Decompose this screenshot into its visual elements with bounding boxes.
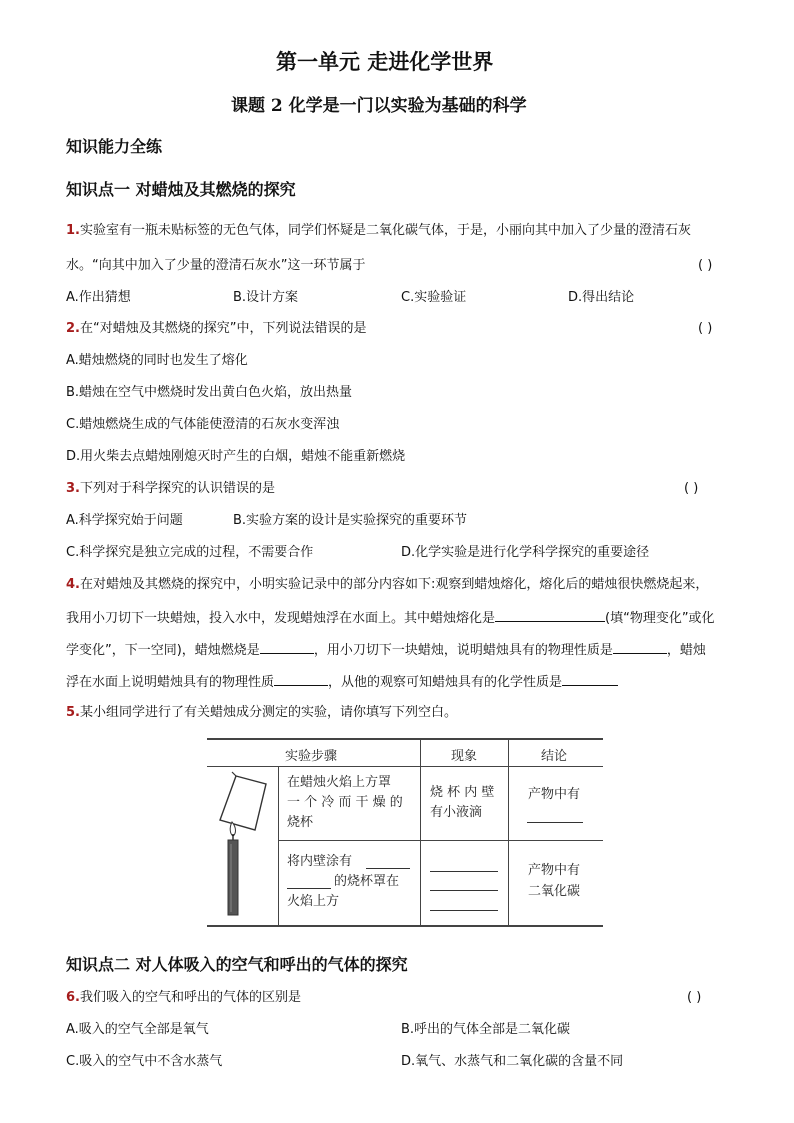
fill-blank[interactable] — [495, 609, 605, 622]
question-2-option-d[interactable]: D.用火柴去点蜡烛刚熄灭时产生的白烟，蜡烛不能重新燃烧 — [66, 449, 406, 464]
lesson-title: 课题 2 化学是一门以实验为基础的科学 — [231, 96, 527, 116]
fill-blank[interactable] — [527, 822, 583, 823]
conclusion-1: 产物中有 — [528, 787, 581, 802]
fill-blank[interactable] — [613, 641, 667, 654]
table-header-step: 实验步骤 — [285, 749, 338, 764]
table-border-row — [278, 840, 603, 841]
question-4-text: 我用小刀切下一块蜡烛，投入水中，发现蜡烛浮在水面上。其中蜡烛熔化是 — [66, 611, 496, 626]
question-1-option-a[interactable]: A.作出猜想 — [66, 290, 131, 305]
question-1-number: 1. — [66, 223, 80, 238]
knowledge-point-1: 知识点一 对蜡烛及其燃烧的探究 — [66, 180, 296, 199]
question-4-text: 学变化”，下一空同)，蜡烛燃烧是 — [66, 643, 260, 658]
question-4-text: 在对蜡烛及其燃烧的探究中，小明实验记录中的部分内容如下:观察到蜡烛熔化，熔化后的蜡烛很快燃烧起来， — [79, 577, 709, 592]
question-4-text: ，用小刀切下一块蜡烛，说明蜡烛具有的物理性质是 — [313, 643, 613, 658]
question-2-text: 在“对蜡烛及其燃烧的探究”中，下列说法错误的是 — [79, 321, 367, 336]
table-divider — [420, 738, 421, 925]
question-4-text: ，蜡烛 — [666, 643, 706, 658]
table-divider — [278, 766, 279, 925]
step-2-line-3: 火焰上方 — [287, 894, 340, 909]
fill-blank[interactable] — [430, 871, 498, 872]
candle-icon — [228, 822, 238, 915]
step-1-line-2: 一 个 冷 而 干 燥 的 — [287, 795, 403, 810]
question-3-text: 下列对于科学探究的认识错误的是 — [79, 481, 275, 496]
question-2-option-c[interactable]: C.蜡烛燃烧生成的气体能使澄清的石灰水变浑浊 — [66, 417, 340, 432]
table-border-top — [207, 738, 603, 740]
question-3-option-b[interactable]: B.实验方案的设计是实验探究的重要环节 — [233, 513, 468, 528]
fill-blank[interactable] — [430, 890, 498, 891]
question-5-text: 某小组同学进行了有关蜡烛成分测定的实验，请你填写下列空白。 — [79, 705, 457, 720]
question-6-option-b[interactable]: B.呼出的气体全部是二氧化碳 — [401, 1022, 571, 1037]
question-6-text: 我们吸入的空气和呼出的气体的区别是 — [79, 990, 301, 1005]
step-1-line-3: 烧杯 — [287, 815, 314, 830]
table-divider — [508, 738, 509, 925]
question-4-line-1 — [66, 577, 708, 593]
question-4-text: ，从他的观察可知蜡烛具有的化学性质是 — [328, 675, 563, 690]
fill-blank[interactable] — [430, 910, 498, 911]
question-6-option-d[interactable]: D.氧气、水蒸气和二氧化碳的含量不同 — [401, 1054, 624, 1069]
section-heading: 知识能力全练 — [66, 137, 163, 156]
question-1-option-b[interactable]: B.设计方案 — [233, 290, 299, 305]
inverted-beaker-icon — [220, 772, 266, 830]
question-4-number: 4. — [66, 577, 80, 592]
fill-blank[interactable] — [562, 673, 618, 686]
question-5-stem — [66, 705, 457, 721]
question-2-option-b[interactable]: B.蜡烛在空气中燃烧时发出黄白色火焰，放出热量 — [66, 385, 353, 400]
step-2-line-2: 的烧杯罩在 — [334, 874, 400, 889]
fill-blank[interactable] — [274, 673, 328, 686]
table-border-header — [207, 766, 603, 767]
question-1-line-2: 水。“向其中加入了少量的澄清石灰水”这一环节属于 — [66, 258, 366, 273]
question-4-line-3 — [66, 641, 706, 659]
table-header-conclusion: 结论 — [541, 749, 568, 764]
question-4-line-4 — [66, 673, 618, 691]
question-4-text: 浮在水面上说明蜡烛具有的物理性质 — [66, 675, 275, 690]
unit-title: 第一单元 走进化学世界 — [276, 49, 494, 74]
question-3-number: 3. — [66, 481, 80, 496]
question-2-option-a[interactable]: A.蜡烛燃烧的同时也发生了熔化 — [66, 353, 248, 368]
table-border-bottom — [207, 925, 603, 927]
question-6-stem — [66, 990, 301, 1006]
answer-bracket[interactable]: ( ) — [698, 258, 713, 273]
fill-blank[interactable] — [287, 888, 331, 889]
phenomenon-1-line-2: 有小液滴 — [430, 805, 483, 820]
question-2-stem — [66, 321, 366, 337]
question-1-option-d[interactable]: D.得出结论 — [568, 290, 635, 305]
answer-bracket[interactable]: ( ) — [698, 321, 713, 336]
question-3-option-a[interactable]: A.科学探究始于问题 — [66, 513, 183, 528]
step-2-line-1 — [287, 852, 352, 871]
step-2-text: 将内壁涂有 — [287, 854, 353, 869]
question-6-option-c[interactable]: C.吸入的空气中不含水蒸气 — [66, 1054, 223, 1069]
answer-bracket[interactable]: ( ) — [687, 990, 702, 1005]
question-3-stem — [66, 481, 275, 497]
question-4-text: (填“物理变化”或化 — [605, 611, 715, 626]
question-3-option-c[interactable]: C.科学探究是独立完成的过程，不需要合作 — [66, 545, 314, 560]
question-2-number: 2. — [66, 321, 80, 336]
conclusion-2-line-1: 产物中有 — [528, 863, 581, 878]
question-6-option-a[interactable]: A.吸入的空气全部是氧气 — [66, 1022, 209, 1037]
conclusion-2-line-2: 二氧化碳 — [528, 884, 581, 899]
candle-beaker-illustration — [208, 768, 278, 923]
question-3-option-d[interactable]: D.化学实验是进行化学科学探究的重要途径 — [401, 545, 650, 560]
question-5-number: 5. — [66, 705, 80, 720]
answer-bracket[interactable]: ( ) — [684, 481, 699, 496]
question-6-number: 6. — [66, 990, 80, 1005]
table-header-phenomenon: 现象 — [451, 749, 478, 764]
question-1-option-c[interactable]: C.实验验证 — [401, 290, 467, 305]
fill-blank[interactable] — [366, 868, 410, 869]
fill-blank[interactable] — [260, 641, 314, 654]
step-1-line-1: 在蜡烛火焰上方罩 — [287, 775, 392, 790]
question-4-line-2 — [66, 609, 715, 627]
question-1-text: 实验室有一瓶未贴标签的无色气体，同学们怀疑是二氧化碳气体，于是，小丽向其中加入了少量的澄清石灰 — [79, 223, 691, 238]
knowledge-point-2: 知识点二 对人体吸入的空气和呼出的气体的探究 — [66, 955, 408, 974]
phenomenon-1-line-1: 烧 杯 内 壁 — [430, 785, 495, 800]
question-1-line-1 — [66, 223, 691, 239]
